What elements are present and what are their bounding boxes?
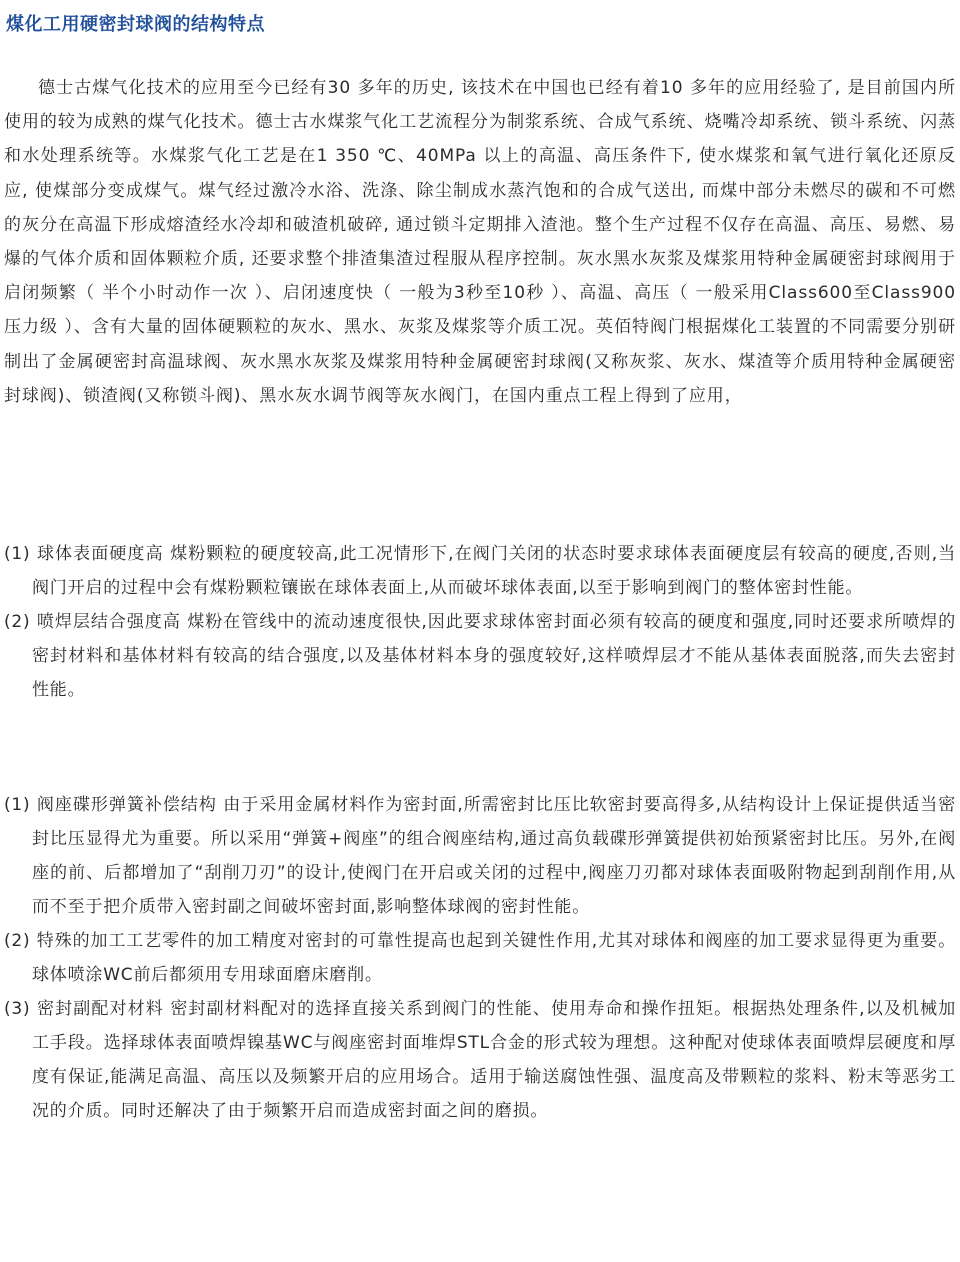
list-item: (2) 喷焊层结合强度高 煤粉在管线中的流动速度很快,因此要求球体密封面必须有较高的硬度和强度,同时还要求所喷焊的密封材料和基体材料有较高的结合强度,以及基体材料本身的强度较好,这样喷焊层才不能从基体表面脱落,而失去密封性能。 [4, 612, 956, 700]
list-item: (3) 密封副配对材料 密封副材料配对的选择直接关系到阀门的性能、使用寿命和操作扭矩。根据热处理条件,以及机械加工手段。选择球体表面喷焊镍基WC与阀座密封面堆焊STL合金的形式较为理想。这种配对使球体表面喷焊层硬度和厚度有保证,能满足高温、高压以及频繁开启的应用场合。适用于输送腐蚀性强、温度高及带颗粒的浆料、粉末等恶劣工况的介质。同时还解决了由于频繁开启而造成密封面之间的磨损。 [4, 999, 956, 1121]
article-title: 煤化工用硬密封球阀的结构特点 [6, 14, 265, 35]
feature-list-structure [4, 788, 956, 1128]
feature-list-ball [4, 537, 956, 707]
list-item: (2) 特殊的加工工艺零件的加工精度对密封的可靠性提高也起到关键性作用,尤其对球体和阀座的加工要求显得更为重要。球体喷涂WC前后都须用专用球面磨床磨削。 [4, 931, 956, 985]
list-item: (1) 阀座碟形弹簧补偿结构 由于采用金属材料作为密封面,所需密封比压比软密封要高得多,从结构设计上保证提供适当密封比压显得尤为重要。所以采用“弹簧+阀座”的组合阀座结构,通过高负载碟形弹簧提供初始预紧密封比压。另外,在阀座的前、后都增加了“刮削刀刃”的设计,使阀门在开启或关闭的过程中,阀座刀刃都对球体表面吸附物起到刮削作用,从而不至于把介质带入密封副之间破坏密封面,影响整体球阀的密封性能。 [4, 795, 956, 917]
list-item: (1) 球体表面硬度高 煤粉颗粒的硬度较高,此工况情形下,在阀门关闭的状态时要求球体表面硬度层有较高的硬度,否则,当阀门开启的过程中会有煤粉颗粒镶嵌在球体表面上,从而破坏球体表面,以至于影响到阀门的整体密封性能。 [4, 544, 956, 598]
intro-paragraph: 德士古煤气化技术的应用至今已经有30 多年的历史, 该技术在中国也已经有着10 多年的应用经验了, 是目前国内所使用的较为成熟的煤气化技术。德士古水煤浆气化工艺流程分为制浆系统、合成气系统、烧嘴冷却系统、锁斗系统、闪蒸和水处理系统等。水煤浆气化工艺是在1 350 ℃、40MPa 以上的高温、高压条件下, 使水煤浆和氧气进行氧化还原反应, 使煤部分变成煤气。煤气经过激冷水浴、洗涤、除尘制成水蒸汽饱和的合成气送出, 而煤中部分未燃尽的碳和不可燃的灰分在高温下形成熔渣经水冷却和破渣机破碎, 通过锁斗定期排入渣池。整个生产过程不仅存在高温、高压、易燃、易爆的气体介质和固体颗粒介质, 还要求整个排渣集渣过程服从程序控制。灰水黑水灰浆及煤浆用特种金属硬密封球阀用于启闭频繁（ 半个小时动作一次 ）、启闭速度快（ 一般为3秒至10秒 ）、高温、高压（ 一般采用Class600至Class900压力级 ）、含有大量的固体硬颗粒的灰水、黑水、灰浆及煤浆等介质工况。英佰特阀门根据煤化工装置的不同需要分别研制出了金属硬密封高温球阀、灰水黑水灰浆及煤浆用特种金属硬密封球阀(又称灰浆、灰水、煤渣等介质用特种金属硬密封球阀)、锁渣阀(又称锁斗阀)、黑水灰水调节阀等灰水阀门，在国内重点工程上得到了应用， [4, 78, 956, 406]
